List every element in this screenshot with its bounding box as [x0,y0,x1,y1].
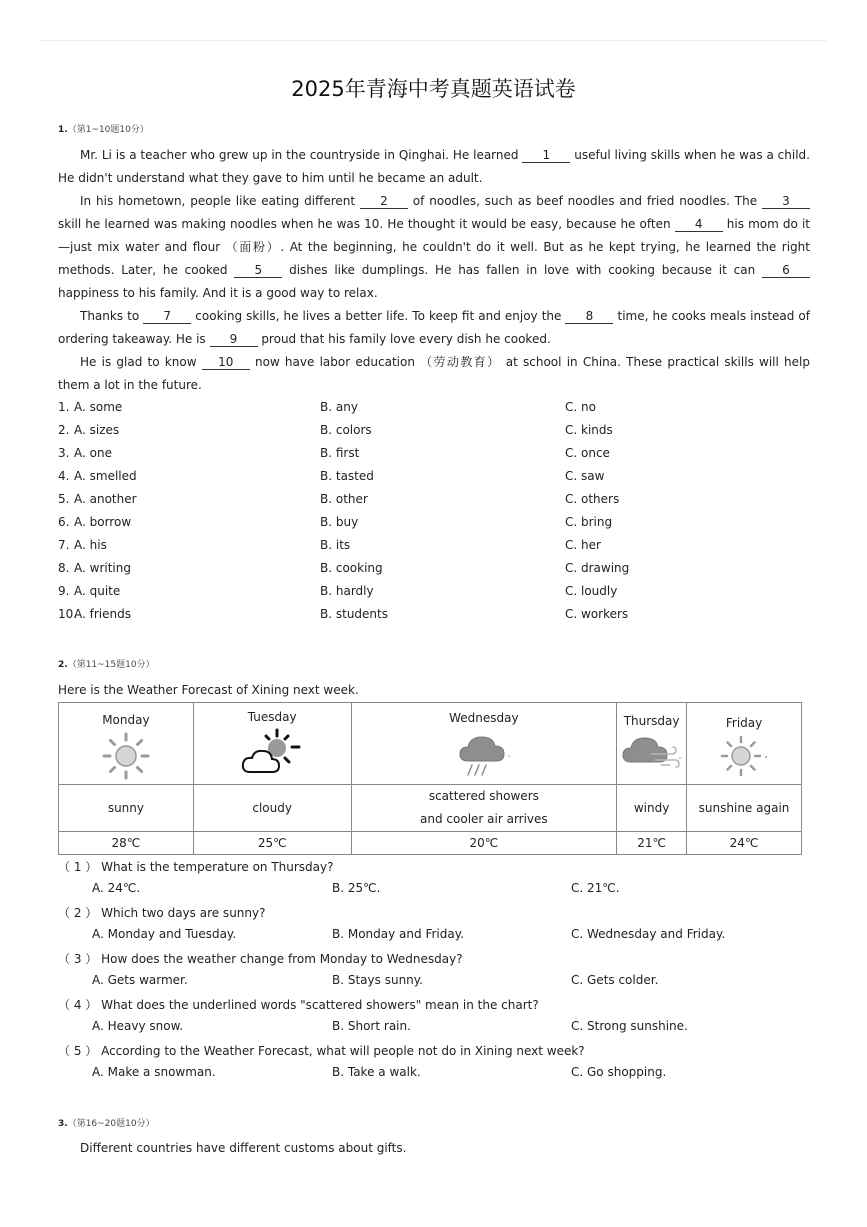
option-b[interactable]: B. Take a walk. [332,1065,421,1079]
top-divider [40,40,827,41]
wind-cloud-icon [621,732,683,776]
option-a[interactable]: A. smelled [74,469,137,483]
weather-desc: sunshine again [687,785,802,832]
section-2-header [58,657,155,670]
passage-paragraph: In his hometown, people like eating different 2 of noodles, such as beef noodles and fried noodles. The 3 skill he learned was making noodles when he was 10. He thought it would be easy, because he often 4 his mom do it—just mix water and flour （面粉）. At the beginning, he couldn't do it well. But as he kept trying, he learned the right methods. Later, he cooked 5 dishes like dumplings. He has fallen in love with cooking because it can 6 happiness to his family. And it is a good way to relax. [58,194,810,300]
rain-cloud-icon [456,729,512,779]
blank-3: 3 [762,194,810,209]
option-c[interactable]: C. drawing [565,561,630,575]
option-a[interactable]: A. quite [74,584,121,598]
option-b[interactable]: B. students [320,607,388,621]
temperature: 28℃ [59,832,194,855]
blank-2: 2 [360,194,408,209]
question-number: 6. [58,515,70,529]
option-a[interactable]: A. Monday and Tuesday. [92,927,237,941]
question-stem: （ 1 ） What is the temperature on Thursday? [58,860,334,874]
option-a[interactable]: A. Make a snowman. [92,1065,216,1079]
option-b[interactable]: B. tasted [320,469,374,483]
option-row [58,538,818,561]
option-a[interactable]: A. 24℃. [92,881,141,895]
option-a[interactable]: A. some [74,400,123,414]
blank-7: 7 [143,309,191,324]
option-row [58,607,818,630]
answer-row [92,881,812,901]
question-number: 1. [58,400,70,414]
option-row [58,584,818,607]
passage-3-intro: Different countries have different customs about gifts. [80,1141,407,1155]
weather-desc: sunny [59,785,194,832]
day-name: Wednesday [449,710,519,725]
option-row [58,515,818,538]
weather-desc: windy [617,785,687,832]
option-b[interactable]: B. 25℃. [332,881,381,895]
answer-row [92,927,812,947]
option-c[interactable]: C. kinds [565,423,613,437]
answer-row [92,973,812,993]
passage-paragraph: He is glad to know 10 now have labor education （劳动教育） at school in China. These practical skills will help them a lot in the future. [58,355,810,392]
day-cell-tuesday [193,703,351,785]
question-number: 2. [58,423,70,437]
section-number: 1. [58,125,68,135]
option-a[interactable]: A. writing [74,561,131,575]
option-b[interactable]: B. first [320,446,360,460]
option-b[interactable]: B. Short rain. [332,1019,411,1033]
option-c[interactable]: C. workers [565,607,629,621]
day-cell-thursday [617,703,687,785]
answer-row [92,1019,812,1039]
weather-forecast-table [58,702,802,855]
sun-icon [101,731,151,781]
temperature: 24℃ [687,832,802,855]
blank-10: 10 [202,355,250,370]
question-stem: （ 5 ） According to the Weather Forecast, what will people not do in Xining next week? [58,1044,585,1058]
option-row [58,446,818,469]
cloze-passage [58,144,810,397]
option-a[interactable]: A. sizes [74,423,120,437]
day-cell-monday [59,703,194,785]
blank-5: 5 [234,263,282,278]
option-c[interactable]: C. Go shopping. [571,1065,667,1079]
option-b[interactable]: B. buy [320,515,359,529]
blank-8: 8 [565,309,613,324]
option-b[interactable]: B. other [320,492,368,506]
day-name: Friday [725,715,763,730]
weather-intro: Here is the Weather Forecast of Xining next week. [58,683,359,697]
passage-paragraph: Mr. Li is a teacher who grew up in the countryside in Qinghai. He learned 1 useful living skills when he was a child. He didn't understand what they gave to him until he became an adult. [58,148,810,185]
question-stem: （ 3 ） How does the weather change from Monday to Wednesday? [58,952,463,966]
option-a[interactable]: A. Heavy snow. [92,1019,184,1033]
option-c[interactable]: C. Gets colder. [571,973,659,987]
option-c[interactable]: C. saw [565,469,605,483]
option-a[interactable]: A. one [74,446,112,460]
question-number: 9. [58,584,70,598]
section-note: （第11~15题10分） [67,660,155,670]
section-number: 2. [58,660,68,670]
temperature: 25℃ [193,832,351,855]
option-b[interactable]: B. Monday and Friday. [332,927,464,941]
weather-desc-line: scattered showers [428,789,539,803]
option-b[interactable]: B. colors [320,423,372,437]
option-a[interactable]: A. Gets warmer. [92,973,188,987]
blank-1: 1 [522,148,570,163]
option-c[interactable]: C. Wednesday and Friday. [571,927,726,941]
option-b[interactable]: B. its [320,538,351,552]
weather-desc: cloudy [193,785,351,832]
blank-6: 6 [762,263,810,278]
option-row [58,400,818,423]
option-a[interactable]: A. another [74,492,137,506]
blank-9: 9 [210,332,258,347]
question-number: 10. [58,607,78,621]
option-c[interactable]: C. others [565,492,620,506]
question-number: 5. [58,492,70,506]
option-c[interactable]: C. Strong sunshine. [571,1019,688,1033]
option-c[interactable]: C. no [565,400,596,414]
weather-desc-row [59,785,802,832]
option-b[interactable]: B. cooking [320,561,383,575]
option-c[interactable]: C. loudly [565,584,618,598]
option-c[interactable]: C. once [565,446,610,460]
day-cell-wednesday [351,703,617,785]
section-number: 3. [58,1119,68,1129]
question-number: 3. [58,446,70,460]
weather-icon-row [59,703,802,785]
section-3-header [58,1116,155,1129]
weather-desc [351,785,617,832]
question-stem: （ 4 ） What does the underlined words "scattered showers" mean in the chart? [58,998,539,1012]
section-1-header [58,122,149,135]
partly-cloudy-icon [240,728,304,780]
option-b[interactable]: B. hardly [320,584,374,598]
answer-row [92,1065,812,1085]
option-c[interactable]: C. bring [565,515,613,529]
sun-icon [719,734,769,778]
weather-desc-line: and cooler air arrives [420,812,548,826]
question-number: 4. [58,469,70,483]
temperature-row [59,832,802,855]
section-note: （第1~10题10分） [67,125,149,135]
option-row [58,492,818,515]
page-title: 2025年青海中考真题英语试卷 [291,77,576,101]
day-name: Thursday [623,713,680,728]
section-note: （第16~20题10分） [67,1119,155,1129]
option-b[interactable]: B. any [320,400,358,414]
temperature: 20℃ [351,832,617,855]
day-name: Monday [102,712,150,727]
passage-paragraph: Thanks to 7 cooking skills, he lives a better life. To keep fit and enjoy the 8 time, he cooks meals instead of ordering takeaway. He is 9 proud that his family love every dish he cooked. [58,309,810,346]
day-name: Tuesday [247,709,297,724]
option-c[interactable]: C. her [565,538,601,552]
option-row [58,561,818,584]
day-cell-friday [687,703,802,785]
option-row [58,469,818,492]
question-number: 8. [58,561,70,575]
option-b[interactable]: B. Stays sunny. [332,973,423,987]
option-c[interactable]: C. 21℃. [571,881,620,895]
blank-4: 4 [675,217,723,232]
question-stem: （ 2 ） Which two days are sunny? [58,906,266,920]
question-number: 7. [58,538,70,552]
option-a[interactable]: A. borrow [74,515,132,529]
temperature: 21℃ [617,832,687,855]
option-a[interactable]: A. friends [74,607,131,621]
option-row [58,423,818,446]
option-a[interactable]: A. his [74,538,107,552]
